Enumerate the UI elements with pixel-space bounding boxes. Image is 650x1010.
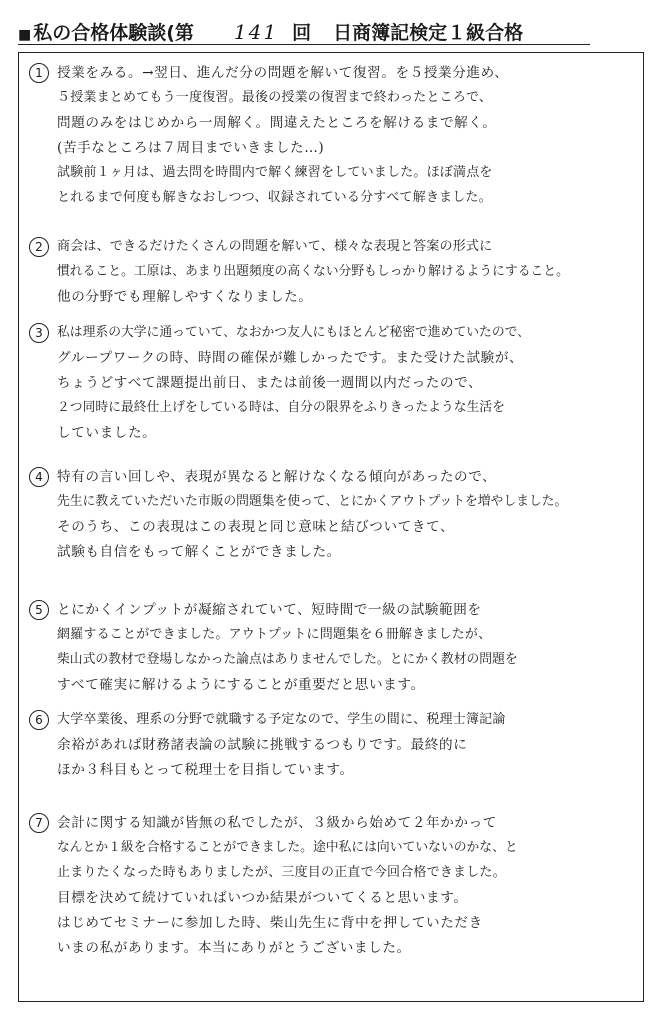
answer-line: 試験も自信をもって解くことができました。 bbox=[57, 544, 341, 560]
answer-line: 会計に関する知識が皆無の私でしたが、３級から始めて２年かかって bbox=[57, 815, 498, 831]
answer-line: とにかくインプットが凝縮されていて、短時間で一級の試験範囲を bbox=[57, 602, 482, 618]
item-number-badge: 3 bbox=[29, 323, 49, 343]
answer-line: 止まりたくなった時もありましたが、三度目の正直で今回合格できました。 bbox=[57, 865, 506, 880]
answer-line: ２つ同時に最終仕上げをしている時は、自分の限界をふりきったような生活を bbox=[57, 400, 505, 415]
header-underline bbox=[18, 44, 590, 45]
answer-line: 特有の言い回しや、表現が異なると解けなくなる傾向があったので、 bbox=[57, 469, 497, 485]
answer-line: 私は理系の大学に通っていて、なおかつ友人にもほとんど秘密で進めていたので、 bbox=[57, 325, 530, 340]
answer-line: グループワークの時、時間の確保が難しかったです。また受けた試験が、 bbox=[57, 350, 524, 366]
header-round-number: 141 bbox=[233, 20, 279, 44]
answer-line: していました。 bbox=[57, 425, 157, 441]
answer-line: 網羅することができました。アウトプットに問題集を６冊解きましたが、 bbox=[57, 627, 492, 642]
answer-line: すべて確実に解けるようにすることが重要だと思います。 bbox=[57, 677, 425, 693]
answer-line: ちょうどすべて課題提出前日、または前後一週間以内だったので、 bbox=[57, 375, 483, 391]
answer-line: はじめてセミナーに参加した時、柴山先生に背中を押していただき bbox=[57, 915, 483, 931]
answer-line: ５授業まとめてもう一度復習。最後の授業の復習まで終わったところで、 bbox=[57, 90, 493, 105]
answer-sheet bbox=[18, 52, 644, 1002]
header-exam-name: 日商簿記検定１級合格 bbox=[333, 22, 524, 44]
answer-line: なんとか１級を合格することができました。途中私には向いていないのかな、と bbox=[57, 840, 518, 855]
item-number-badge: 7 bbox=[29, 813, 49, 833]
item-number-badge: 4 bbox=[29, 467, 49, 487]
answer-line: とれるまで何度も解きなおしつつ、収録されている分すべて解きました。 bbox=[57, 190, 492, 205]
item-number-badge: 1 bbox=[29, 63, 49, 83]
answer-line: そのうち、この表現はこの表現と同じ意味と結びついてきて、 bbox=[57, 519, 455, 535]
answer-line: 他の分野でも理解しやすくなりました。 bbox=[57, 289, 313, 305]
answer-line: 大学卒業後、理系の分野で就職する予定なので、学生の間に、税理士簿記論 bbox=[57, 712, 506, 727]
answer-line: 余裕があれば財務諸表論の試験に挑戦するつもりです。最終的に bbox=[57, 737, 468, 753]
answer-line: 先生に教えていただいた市販の問題集を使って、とにかくアウトプットを増やしました。 bbox=[57, 494, 568, 509]
header-square-mark: ■ bbox=[18, 27, 32, 43]
item-number-badge: 6 bbox=[29, 710, 49, 730]
item-number-badge: 2 bbox=[29, 237, 49, 257]
answer-line: 商会は、できるだけたくさんの問題を解いて、様々な表現と答案の形式に bbox=[57, 239, 493, 254]
answer-line: 慣れること。工原は、あまり出題頻度の高くない分野もしっかり解けるようにすること。 bbox=[57, 264, 569, 279]
answer-line: (苦手なところは７周目までいきました…) bbox=[57, 140, 325, 156]
answer-line: 目標を決めて続けていればいつか結果がついてくると思います。 bbox=[57, 890, 468, 906]
answer-line: 問題のみをはじめから一周解く。間違えたところを解けるまで解く。 bbox=[57, 115, 497, 131]
answer-line: 授業をみる。→翌日、進んだ分の問題を解いて復習。を５授業分進め、 bbox=[57, 65, 509, 81]
answer-line: ほか３科目もとって税理士を目指しています。 bbox=[57, 762, 354, 778]
answer-line: 柴山式の教材で登場しなかった論点はありませんでした。とにかく教材の問題を bbox=[57, 652, 518, 667]
item-number-badge: 5 bbox=[29, 600, 49, 620]
header-title: 私の合格体験談(第 bbox=[33, 22, 194, 44]
answer-line: 試験前１ヶ月は、過去問を時間内で解く練習をしていました。ほぼ満点を bbox=[57, 165, 493, 180]
answer-line: いまの私があります。本当にありがとうございました。 bbox=[57, 940, 411, 956]
header-round-suffix: 回 bbox=[292, 22, 312, 44]
